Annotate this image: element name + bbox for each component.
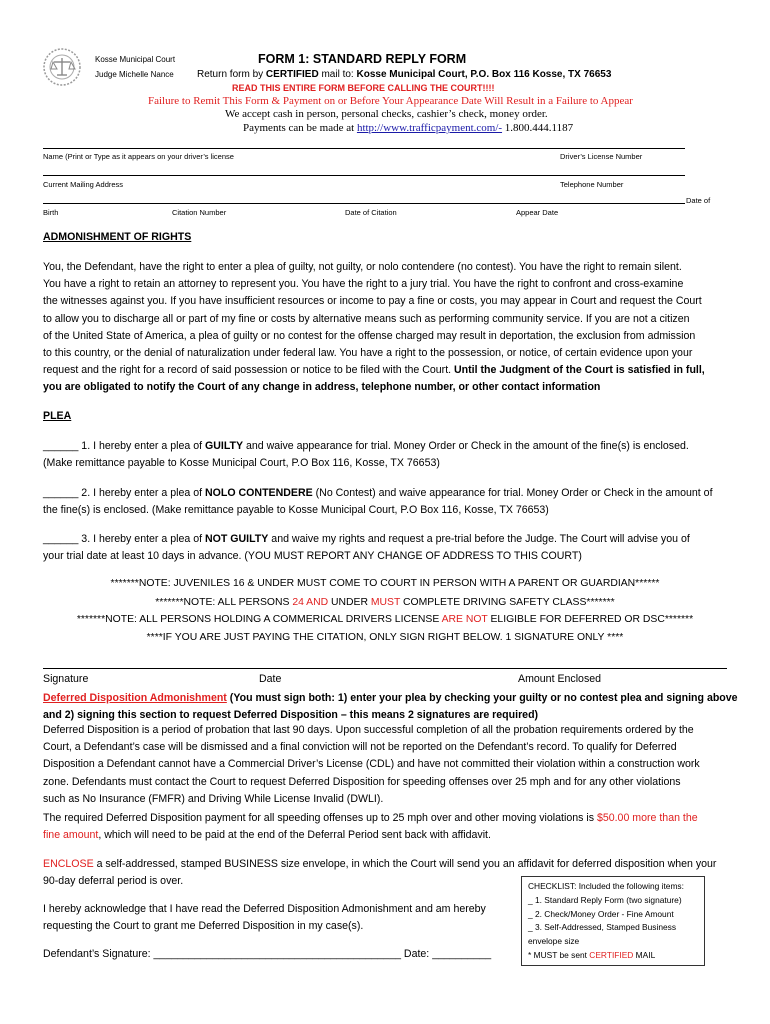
amount-enclosed-label: Amount Enclosed	[518, 673, 602, 685]
checklist-item: envelope size	[528, 936, 580, 947]
plea-blank[interactable]: ______	[43, 440, 79, 452]
payment-info: Payments can be made at http://www.trafficpayment.com/- 1.800.444.1187	[243, 122, 574, 134]
read-notice: READ THIS ENTIRE FORM BEFORE CALLING THE COURT!!!!	[232, 83, 495, 93]
return-instructions: Return form by CERTIFIED mail to: Kosse Municipal Court, P.O. Box 116 Kosse, TX 76653	[197, 69, 612, 80]
checklist-item: _ 1. Standard Reply Form (two signature)	[528, 894, 682, 905]
name-line[interactable]	[43, 148, 685, 149]
admonishment-line: request and the right for a record of said possession or notice to be filed with the Court. Until the Judgment of the Court is satisfied in full,	[43, 364, 705, 377]
judge-name: Judge Michelle Nance	[95, 70, 174, 79]
admonishment-line: You, the Defendant, have the right to enter a plea of guilty, not guilty, or nolo contendere (no contest). You have the right to remain silent.	[43, 261, 682, 273]
checklist-title: CHECKLIST: Included the following items:	[528, 881, 684, 891]
citation-label: Citation Number	[172, 208, 227, 217]
deferred-body: Deferred Disposition is a period of probation that last 90 days. Upon successful completion of all the probation requirements ordered by the Court, a Defendant’s case will be dismissed and a final conviction will not be reported on the Defendant’s record. To qualify for Deferred Disposition a Defendant cannot have a Commercial Driver’s License (CDL) and have not committed their violation within a construction work zone. Defendants must contact the Court to request Deferred Disposition for speeding offenses over 25 mph and for any other violations such as No Insurance (FMFR) and Driving While License Invalid (DWLI).	[43, 724, 700, 805]
admonishment-line: of the United State of America, a plea of guilty or no contest for the offense charged may result in deportation, the exclusion from admission	[43, 329, 696, 342]
address-label: Current Mailing Address	[43, 180, 124, 189]
name-label: Name (Print or Type as it appears on your driver’s license	[43, 152, 234, 161]
signature-label: Signature	[43, 673, 89, 685]
deferred-heading: Deferred Disposition Admonishment (You must sign both: 1) enter your plea by checking your guilty or no contest plea and signing above and 2) signing this section to request Deferred Disposition – this means 2 signatures are required)	[43, 692, 738, 722]
admonishment-line: You have a right to retain an attorney to represent you. You have the right to a jury trial. You have the right to confront and cross-examine	[43, 278, 684, 291]
note-juveniles: *******NOTE: JUVENILES 16 & UNDER MUST COME TO COURT IN PERSON WITH A PARENT OR GUARDIAN******	[110, 578, 660, 589]
admonishment-text	[43, 259, 743, 397]
court-seal	[42, 47, 82, 87]
plea-nolo[interactable]: ______ 2. I hereby enter a plea of NOLO CONTENDERE (No Contest) and waive appearance for trial. Money Order or Check in the amount of the fine(s) is enclosed. (Make remittance payable to Kosse Municipal Court, P.O Box 116, Kosse, TX 76653)	[43, 487, 713, 517]
admonishment-line: the witnesses against you. If you have insufficient resources or income to pay a fine or costs, you may appear in Court and request the Court	[43, 295, 702, 308]
note-paying: ****IF YOU ARE JUST PAYING THE CITATION, ONLY SIGN RIGHT BELOW. 1 SIGNATURE ONLY ****	[146, 632, 624, 643]
dob-label-b: Birth	[43, 208, 59, 217]
checklist-box	[521, 876, 705, 966]
checklist-item: _ 3. Self-Addressed, Stamped Business	[528, 922, 677, 933]
plea-guilty[interactable]: ______ 1. I hereby enter a plea of GUILTY and waive appearance for trial. Money Order or Check in the amount of the fine(s) is enclosed. (Make remittance payable to Kosse Municipal Court, P.O Box 116, Kosse, TX 76653)	[43, 440, 689, 470]
license-label: Driver’s License Number	[560, 152, 643, 161]
plea-blank[interactable]: ______	[43, 533, 79, 545]
enclose-instructions: ENCLOSE a self-addressed, stamped BUSINESS size envelope, in which the Court will send you an affidavit for deferred disposition when your 90-day deferral period is over.	[43, 858, 717, 888]
appear-date-label: Appear Date	[516, 208, 559, 217]
note-cdl: *******NOTE: ALL PERSONS HOLDING A COMMERICAL DRIVERS LICENSE ARE NOT ELIGIBLE FOR DEFERRED OR DSC*******	[76, 614, 694, 625]
address-line[interactable]	[43, 175, 685, 176]
acknowledgement: I hereby acknowledge that I have read the Deferred Disposition Admonishment and am hereby requesting the Court to grant me Deferred Disposition in my case(s).	[43, 903, 486, 933]
admonishment-line: to this country, or the denial of naturalization under federal law. You have a right to the possession, or notice, of certain evidence upon your	[43, 347, 693, 360]
phone-label: Telephone Number	[560, 180, 624, 189]
plea-blank[interactable]: ______	[43, 487, 79, 499]
admonishment-heading: ADMONISHMENT OF RIGHTS	[43, 231, 192, 243]
checklist-item: _ 2. Check/Money Order - Fine Amount	[528, 908, 674, 919]
date-label: Date	[259, 673, 282, 685]
dob-line[interactable]	[43, 203, 685, 204]
admonishment-line: you are obligated to notify the Court of any change in address, telephone number, or other contact information	[43, 381, 601, 394]
form-title: FORM 1: STANDARD REPLY FORM	[258, 52, 467, 66]
deferred-payment: The required Deferred Disposition payment for all speeding offenses up to 25 mph over and other moving violations is $50.00 more than the fine amount, which will need to be paid at the end of the Deferral Period sent back with affidavit.	[43, 812, 698, 842]
court-name: Kosse Municipal Court	[95, 55, 176, 64]
note-dsc: *******NOTE: ALL PERSONS 24 AND UNDER MUST COMPLETE DRIVING SAFETY CLASS*******	[155, 597, 615, 608]
failure-notice: Failure to Remit This Form & Payment on or Before Your Appearance Date Will Result in a Failure to Appear	[148, 95, 633, 107]
plea-not-guilty[interactable]: ______ 3. I hereby enter a plea of NOT GUILTY and waive my rights and request a pre-trial before the Judge. The Court will advise you of your trial date at least 10 days in advance. (YOU MUST REPORT ANY CHANGE OF ADDRESS TO THIS COURT)	[43, 533, 690, 563]
defendant-date-field[interactable]: __________	[432, 948, 492, 960]
payment-link[interactable]: http://www.trafficpayment.com/-	[356, 122, 503, 134]
accepted-payments: We accept cash in person, personal checks, cashier’s check, money order.	[225, 108, 548, 120]
defendant-signature-field[interactable]: __________________________________________	[153, 948, 401, 960]
admonishment-line: to allow you to discharge all or part of my fine or costs by alternative means such as performing community service. If you are not a citizen	[43, 312, 690, 325]
citation-date-label: Date of Citation	[345, 208, 397, 217]
dob-label-a: Date of	[686, 196, 711, 205]
signature-line[interactable]	[43, 668, 727, 669]
plea-heading: PLEA	[43, 410, 72, 422]
checklist-certified: * MUST be sent CERTIFIED MAIL	[528, 949, 656, 960]
defendant-signature-row[interactable]: Defendant’s Signature: __________________________________________ Date: __________	[43, 948, 492, 960]
